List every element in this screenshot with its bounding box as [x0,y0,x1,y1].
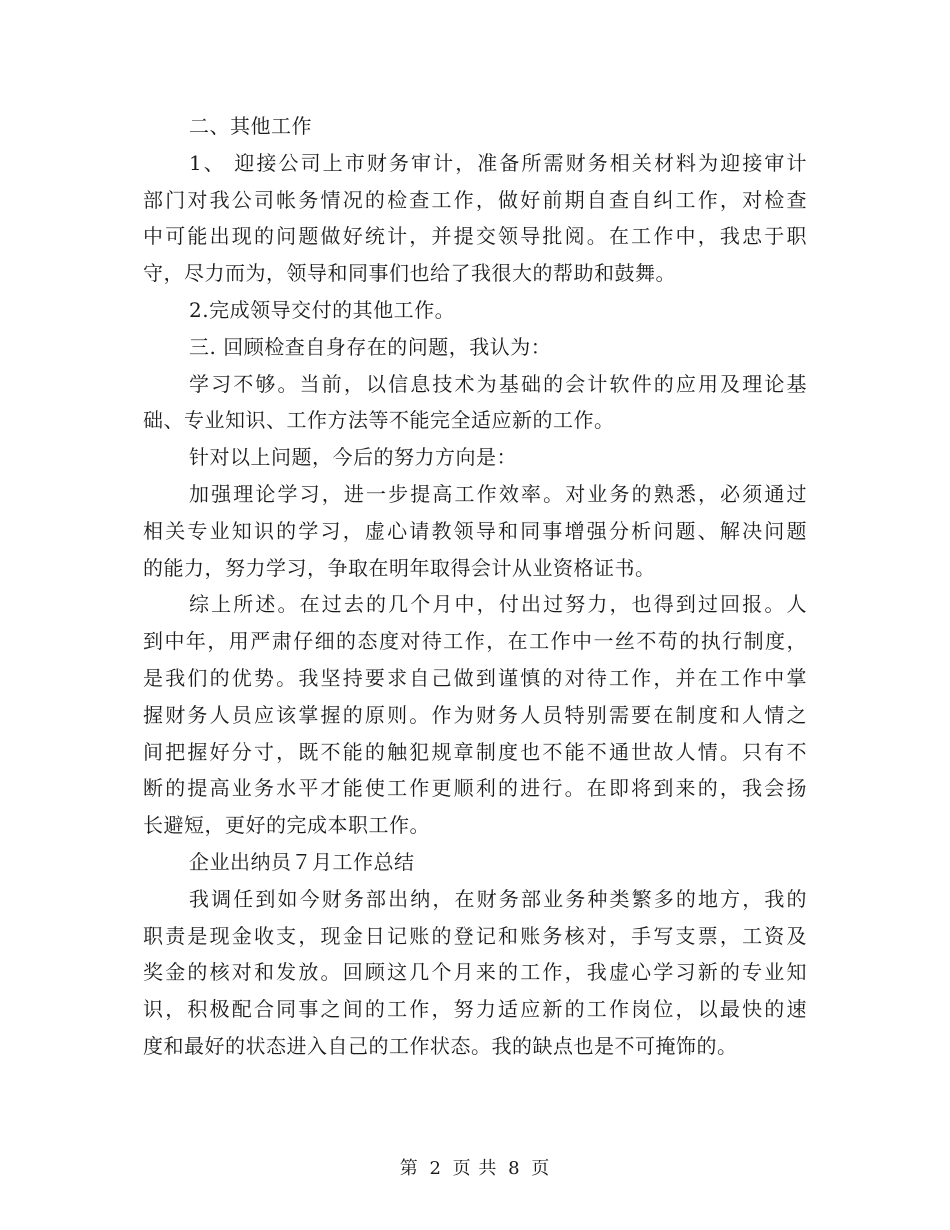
text-line: 断的提高业务水平才能使工作更顺利的进行。在即将到来的，我会扬 [143,776,807,801]
text-line: 三. 回顾检查自身存在的问题，我认为： [189,334,552,359]
text-line: 握财务人员应该掌握的原则。作为财务人员特别需要在制度和人情之 [143,702,807,727]
text-line: 础、专业知识、工作方法等不能完全适应新的工作。 [143,408,615,433]
text-line: 奖金的核对和发放。回顾这几个月来的工作，我虚心学习新的专业知 [143,960,807,985]
text-line: 综上所述。在过去的几个月中，付出过努力，也得到过回报。人 [189,592,807,617]
text-line: 部门对我公司帐务情况的检查工作，做好前期自查自纠工作，对检查 [143,187,807,212]
footer-total-pages: 8 [508,1158,521,1179]
document-body [143,108,807,1065]
text-line: 识，积极配合同事之间的工作，努力适应新的工作岗位，以最快的速 [143,997,807,1022]
text-line: 的能力，努力学习，争取在明年取得会计从业资格证书。 [143,555,656,580]
text-line: 中可能出现的问题做好统计，并提交领导批阅。在工作中，我忠于职 [143,224,807,249]
text-line: 1、 迎接公司上市财务审计，准备所需财务相关材料为迎接审计 [189,150,807,175]
text-line: 2.完成领导交付的其他工作。 [189,297,456,322]
text-line: 企业出纳员７月工作总结 [189,849,415,874]
text-line: 间把握好分寸，既不能的触犯规章制度也不能不通世故人情。只有不 [143,739,807,764]
text-line: 职责是现金收支，现金日记账的登记和账务核对，手写支票，工资及 [143,923,807,948]
footer-middle: 页 共 [452,1158,498,1179]
text-line: 长避短，更好的完成本职工作。 [143,813,430,838]
text-line: 针对以上问题，今后的努力方向是： [189,445,517,470]
text-line: 度和最好的状态进入自己的工作状态。我的缺点也是不可掩饰的。 [143,1033,738,1058]
text-line: 到中年，用严肃仔细的态度对待工作，在工作中一丝不苟的执行制度， [143,629,807,654]
text-line: 加强理论学习，进一步提高工作效率。对业务的熟悉，必须通过 [189,481,807,506]
text-line: 是我们的优势。我坚持要求自己做到谨慎的对待工作，并在工作中掌 [143,665,807,690]
text-line: 守，尽力而为，领导和同事们也给了我很大的帮助和鼓舞。 [143,261,676,286]
text-line: 相关专业知识的学习，虚心请教领导和同事增强分析问题、解决问题 [143,518,807,543]
page-footer [0,1154,950,1180]
text-line: 我调任到如今财务部出纳，在财务部业务种类繁多的地方，我的 [189,886,807,911]
text-line: 学习不够。当前，以信息技术为基础的会计软件的应用及理论基 [189,371,807,396]
footer-suffix: 页 [531,1158,551,1179]
footer-current-page: 2 [429,1158,442,1179]
text-line: 二、其他工作 [189,114,312,138]
footer-prefix: 第 [399,1158,419,1179]
